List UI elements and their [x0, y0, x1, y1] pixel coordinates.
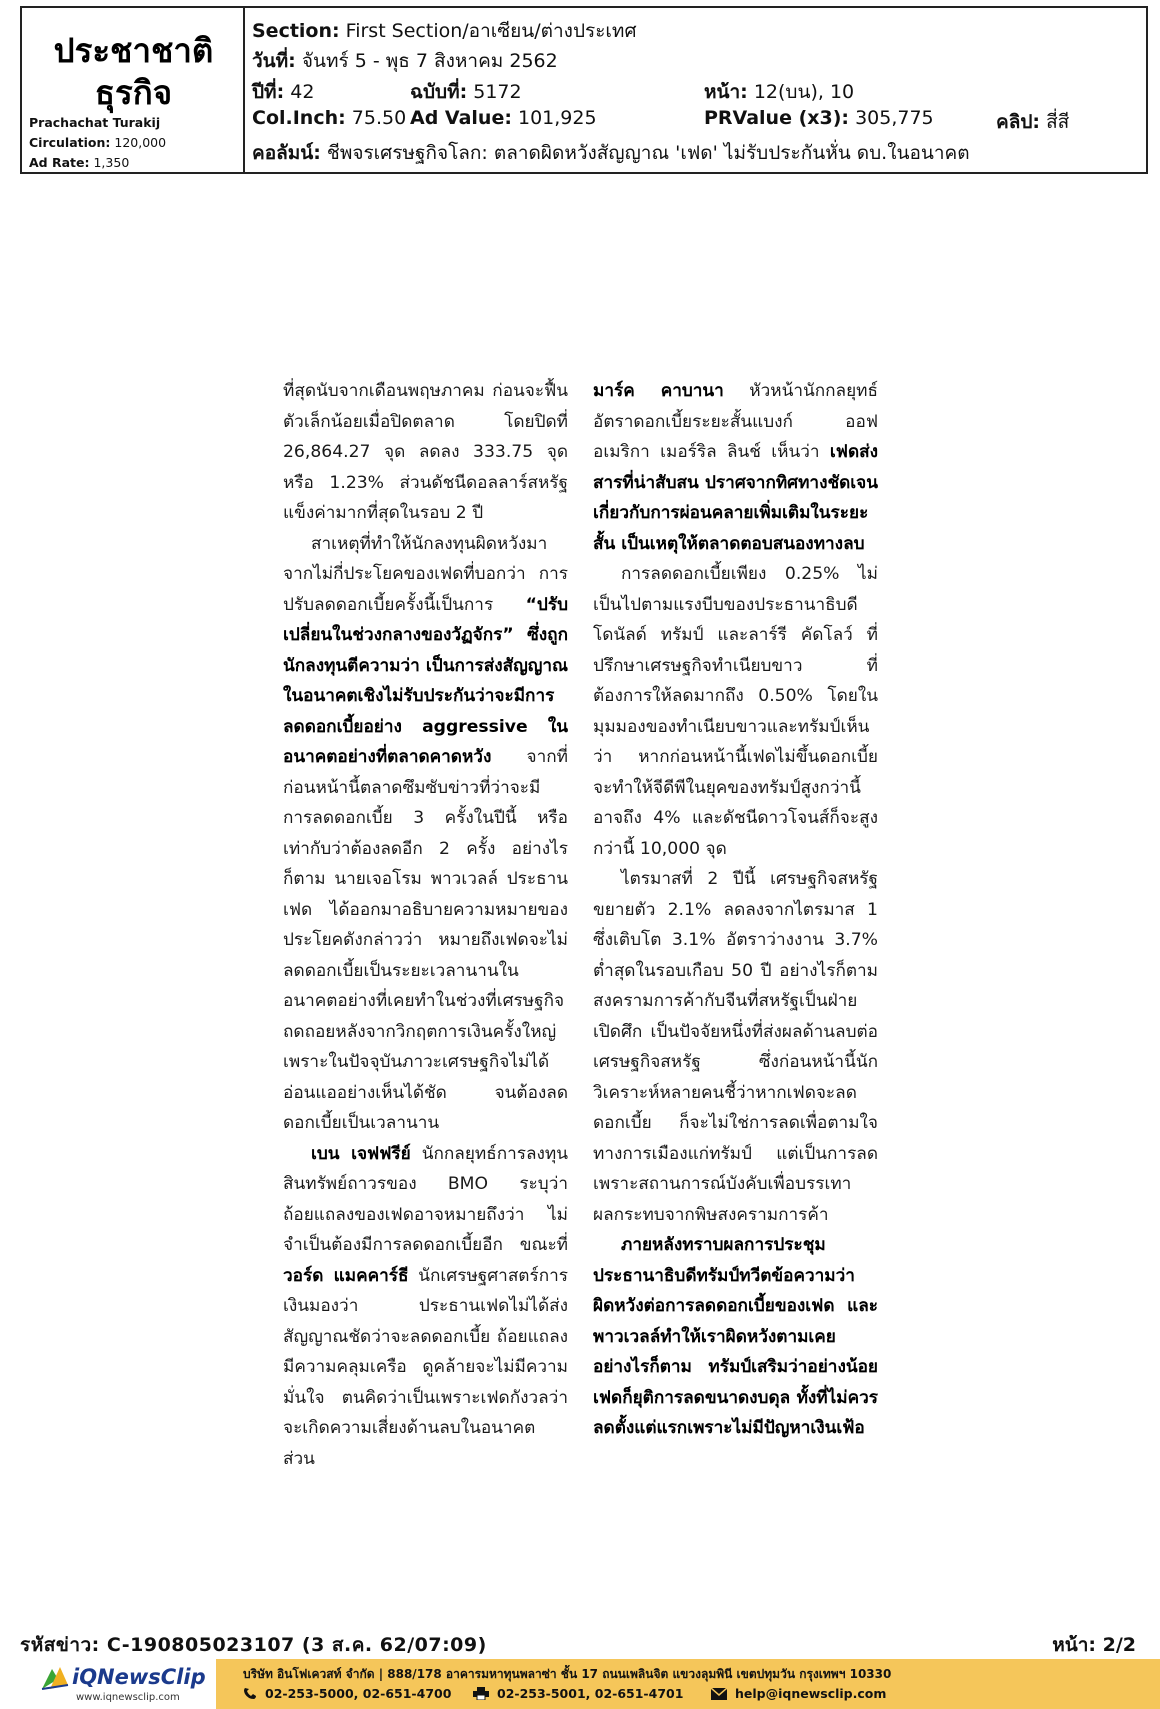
- fax-icon: [473, 1687, 489, 1700]
- date-row: วันที่: จันทร์ 5 - พุธ 7 สิงหาคม 2562: [252, 50, 558, 72]
- article-column-left: [283, 376, 568, 1474]
- publication-meta: [29, 113, 166, 173]
- news-code: รหัสข่าว: C-190805023107 (3 ส.ค. 62/07:09): [20, 1634, 487, 1656]
- publication-panel: [22, 8, 245, 172]
- paragraph: ที่สุดนับจากเดือนพฤษภาคม ก่อนจะฟื้นตัวเล็กน้อยเมื่อปิดตลาด โดยปิดที่ 26,864.27 จุด ลดลง 333.75 จุด หรือ 1.23% ส่วนดัชนีดอลลาร์สหรัฐแข็งค่ามากที่สุดในรอบ 2 ปี: [283, 381, 568, 523]
- mail-icon: [711, 1688, 727, 1700]
- section-value: First Section/อาเซียน/ต่างประเทศ: [345, 20, 637, 42]
- clip-header: ประชาชาติ ธุรกิจ Prachachat Turakij Circulation: 120,000 Ad Rate: 1,350 Section: First Section/อาเซียน/ต่างประเทศ วันที่: จันทร์ 5 - พุธ 7 สิงหาคม 2562 ปีที่: 42 ฉบับที่: 5172 หน้า: 12(บน), 10 Col.Inch: 75.50 Ad Value: 101,925 PRValue (x3): 305,775 คลิป: สี่สี คอลัมน์: ชีพจรเศรษฐกิจโลก: ตลาดผิดหวังสัญญาณ 'เฟด' ไม่รับประกันหั่น ดบ.ในอนาคต: [20, 6, 1148, 174]
- iqnewsclip-logo[interactable]: [0, 1659, 216, 1709]
- paragraph: การลดดอกเบี้ยเพียง 0.25% ไม่เป็นไปตามแรงบีบของประธานาธิบดีโดนัลด์ ทรัมป์ และลาร์รี คัดโลว์ ที่ปรึกษาเศรษฐกิจทำเนียบขาว ที่ต้องการให้ลดมากถึง 0.50% โดยในมุมมองของทำเนียบขาวและทรัมป์เห็นว่า หากก่อนหน้านี้เฟดไม่ขึ้นดอกเบี้ย จะทำให้จีดีพีในยุคของทรัมป์สูงกว่านี้ อาจถึง 4% และดัชนีดาวโจนส์ก็จะสูงกว่านี้ 10,000 จุด: [593, 564, 878, 859]
- logo-url[interactable]: www.iqnewsclip.com: [76, 1692, 180, 1703]
- company-address: บริษัท อินโฟเควสท์ จำกัด | 888/178 อาคารมหาทุนพลาซ่า ชั้น 17 ถนนเพลินจิต แขวงลุมพินี เขตปทุมวัน กรุงเทพฯ 10330: [243, 1667, 892, 1681]
- clip-value: สี่สี: [1046, 111, 1070, 133]
- issue-value: 5172: [473, 81, 522, 103]
- advalue-value: 101,925: [517, 107, 597, 129]
- logo-leaf-icon: [40, 1665, 70, 1691]
- year-value: 42: [290, 81, 315, 103]
- email-address[interactable]: help@iqnewsclip.com: [735, 1686, 887, 1701]
- column-row: คอลัมน์: ชีพจรเศรษฐกิจโลก: ตลาดผิดหวังสัญญาณ 'เฟด' ไม่รับประกันหั่น ดบ.ในอนาคต: [252, 142, 970, 164]
- circulation-label: Circulation:: [29, 135, 111, 150]
- paragraph: มาร์ค คาบานา หัวหน้านักกลยุทธ์อัตราดอกเบี้ยระยะสั้นแบงก์ ออฟ อเมริกา เมอร์ริล ลินช์ เห็นว่า เฟดส่งสารที่น่าสับสน ปราศจากทิศทางชัดเจนเกี่ยวกับการผ่อนคลายเพิ่มเติมในระยะสั้น เป็นเหตุให้ตลาดตอบสนองทางลบ: [593, 381, 878, 554]
- paragraph: สาเหตุที่ทำให้นักลงทุนผิดหวังมาจากไม่กี่ประโยคของเฟดที่บอกว่า การปรับลดดอกเบี้ยครั้งนี้เป็นการ “ปรับเปลี่ยนในช่วงกลางของวัฏจักร” ซึ่งถูกนักลงทุนตีความว่า เป็นการส่งสัญญาณในอนาคตเชิงไม่รับประกันว่าจะมีการลดดอกเบี้ยอย่าง aggressive ในอนาคตอย่างที่ตลาดคาดหวัง จากที่ก่อนหน้านี้ตลาดซึมซับข่าวที่ว่าจะมีการลดดอกเบี้ย 3 ครั้งในปีนี้ หรือเท่ากับว่าต้องลดอีก 2 ครั้ง อย่างไรก็ตาม นายเจอโรม พาวเวลล์ ประธานเฟด ได้ออกมาอธิบายความหมายของประโยคดังกล่าวว่า หมายถึงเฟดจะไม่ลดดอกเบี้ยเป็นระยะเวลานานในอนาคตอย่างที่เคยทำในช่วงที่เศรษฐกิจถดถอยหลังจากวิกฤตการเงินครั้งใหญ่ เพราะในปัจจุบันภาวะเศรษฐกิจไม่ได้อ่อนแออย่างเห็นได้ชัด จนต้องลดดอกเบี้ยเป็นเวลานาน: [283, 533, 568, 1133]
- paragraph: เบน เจฟฟรีย์ นักกลยุทธ์การลงทุนสินทรัพย์ถาวรของ BMO ระบุว่า ถ้อยแถลงของเฟดอาจหมายถึงว่า ไม่จำเป็นต้องมีการลดดอกเบี้ยอีก ขณะที่ วอร์ด แมคคาร์ธี นักเศรษฐศาสตร์การเงินมองว่า ประธานเฟดไม่ได้ส่งสัญญาณชัดว่าจะลดดอกเบี้ย ถ้อยแถลงมีความคลุมเครือ ดูคล้ายจะไม่มีความมั่นใจ ตนคิดว่าเป็นเพราะเฟดกังวลว่าจะเกิดความเสี่ยงด้านลบในอนาคต ส่วน: [283, 1143, 568, 1469]
- ad-rate-label: Ad Rate:: [29, 155, 90, 170]
- paragraph: ภายหลังทราบผลการประชุม ประธานาธิบดีทรัมป์ทวีตข้อความว่า ผิดหวังต่อการลดดอกเบี้ยของเฟด และพาวเวลล์ทำให้เราผิดหวังตามเคย อย่างไรก็ตาม ทรัมป์เสริมว่าอย่างน้อยเฟดก็ยุติการลดขนาดงบดุล ทั้งที่ไม่ควรลดตั้งแต่แรกเพราะไม่มีปัญหาเงินเฟ้อ: [593, 1235, 878, 1438]
- colinch-value: 75.50: [351, 107, 407, 129]
- fax-numbers: 02-253-5001, 02-651-4701: [497, 1686, 684, 1701]
- publication-logo: ประชาชาติ ธุรกิจ: [53, 31, 214, 112]
- circulation-value: 120,000: [114, 135, 167, 150]
- column-title: ชีพจรเศรษฐกิจโลก: ตลาดผิดหวังสัญญาณ 'เฟด' ไม่รับประกันหั่น ดบ.ในอนาคต: [326, 142, 970, 164]
- page-value: 12(บน), 10: [753, 81, 855, 103]
- article-column-right: [593, 376, 878, 1444]
- ad-rate-value: 1,350: [93, 155, 130, 170]
- phone-numbers: 02-253-5000, 02-651-4700: [265, 1686, 452, 1701]
- logo-text: iQNewsClip: [72, 1665, 206, 1689]
- footer-bar: [0, 1659, 1160, 1709]
- prvalue-value: 305,775: [855, 107, 934, 129]
- date-value: จันทร์ 5 - พุธ 7 สิงหาคม 2562: [301, 50, 558, 72]
- paragraph: ไตรมาสที่ 2 ปีนี้ เศรษฐกิจสหรัฐขยายตัว 2.1% ลดลงจากไตรมาส 1 ซึ่งเติบโต 3.1% อัตราว่างงาน 3.7% ต่ำสุดในรอบเกือบ 50 ปี อย่างไรก็ตาม สงครามการค้ากับจีนที่สหรัฐเป็นฝ่ายเปิดศึก เป็นปัจจัยหนึ่งที่ส่งผลด้านลบต่อเศรษฐกิจสหรัฐ ซึ่งก่อนหน้านี้นักวิเคราะห์หลายคนชี้ว่าหากเฟดจะลดดอกเบี้ย ก็จะไม่ใช่การลดเพื่อตามใจทางการเมืองแก่ทรัมป์ แต่เป็นการลดเพราะสถานการณ์บังคับเพื่อบรรเทาผลกระทบจากพิษสงครามการค้า: [593, 869, 878, 1225]
- publication-name-en: Prachachat Turakij: [29, 115, 161, 130]
- phone-icon: [243, 1687, 257, 1700]
- page-number: หน้า: 2/2: [1052, 1634, 1136, 1656]
- section-row: Section: First Section/อาเซียน/ต่างประเทศ: [252, 20, 637, 42]
